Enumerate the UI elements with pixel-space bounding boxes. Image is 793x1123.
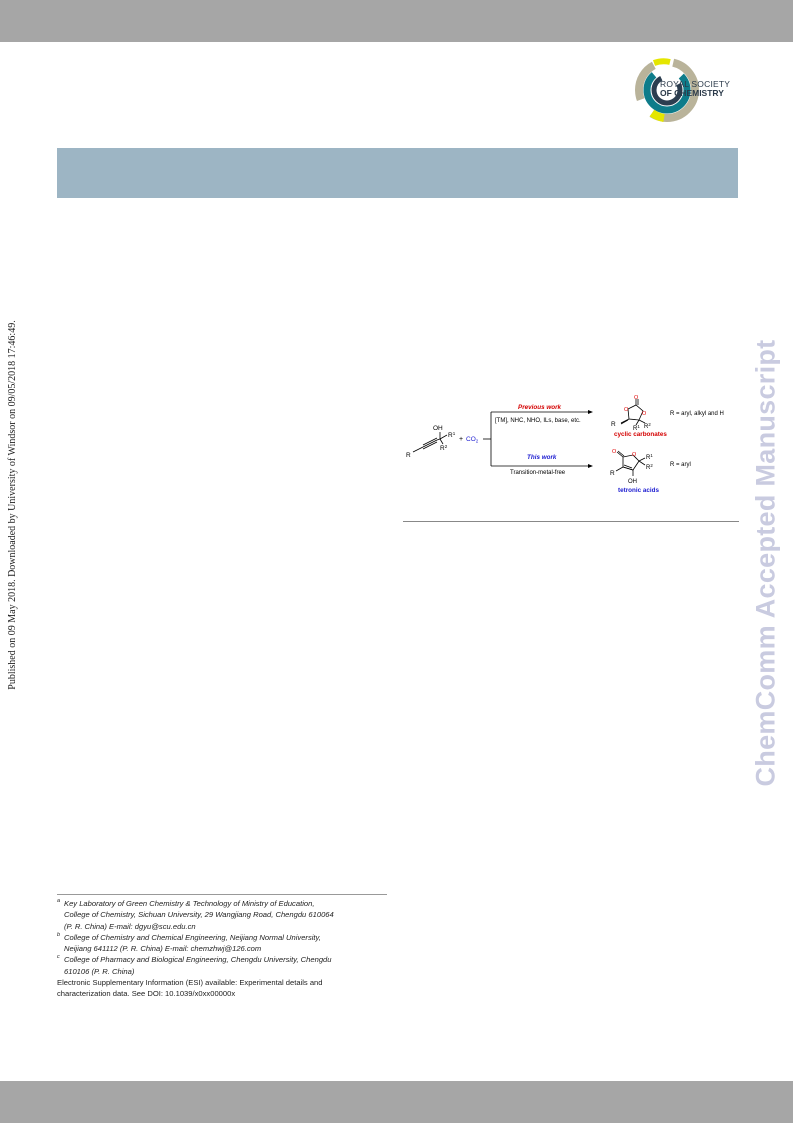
tetronic-carbonyl-o: O <box>612 449 617 455</box>
footnote-b <box>57 932 392 955</box>
tetronic-r2: R <box>646 465 651 471</box>
reactant-oh: OH <box>433 425 443 432</box>
carbonate-carbonyl-o: O <box>634 395 639 401</box>
carbonate-ring-o2: O <box>642 411 647 417</box>
arrow-head-bottom <box>588 464 593 468</box>
rsc-logo <box>632 55 742 125</box>
svg-text:R1 <box>646 453 653 461</box>
footnote-line: College of Chemistry and Chemical Engineering, Neijiang Normal University, <box>64 932 321 942</box>
footnote-marker: b <box>57 931 61 938</box>
footnotes <box>57 898 392 1000</box>
reaction-scheme <box>403 395 743 500</box>
footnote-line: College of Chemistry, Sichuan University, 29 Wangjiang Road, Chengdu 610064 <box>64 910 334 920</box>
footnote-line: Key Laboratory of Green Chemistry & Technology of Ministry of Education, <box>64 899 315 908</box>
esi-note <box>57 977 392 1000</box>
svg-text:R2 <box>646 463 653 471</box>
bottom-bar <box>0 1081 793 1123</box>
footnote-a <box>57 898 392 932</box>
tetronic-r1-sup: 1 <box>650 453 653 458</box>
svg-text:R2 <box>440 444 448 452</box>
footnote-line: College of Pharmacy and Biological Engineering, Chengdu University, Chengdu <box>64 955 332 965</box>
carbonate-r: R <box>611 421 616 428</box>
product2-scope: R = aryl <box>670 462 691 468</box>
carbonate-r1: R <box>633 426 638 432</box>
top-bar <box>0 0 793 42</box>
logo-line2: OF CHEMISTRY <box>660 87 724 98</box>
footnote-marker: c <box>57 954 60 961</box>
reactant-r2-sup: 2 <box>444 444 448 449</box>
arrow-head-top <box>588 410 593 414</box>
svg-text:CO2 <box>466 436 479 444</box>
tetronic-acid-structure <box>616 451 645 476</box>
tetronic-ring-o: O <box>632 452 637 458</box>
product1-name: cyclic carbonates <box>614 431 667 438</box>
reactant-r1-sup: 1 <box>452 431 456 436</box>
footnote-line: (P. R. China) E-mail: dgyu@scu.edu.cn <box>64 921 196 931</box>
reactant-r: R <box>406 452 411 459</box>
co2-subscript: 2 <box>475 438 479 444</box>
product2-name: tetronic acids <box>618 487 659 494</box>
logo-line1: ROYAL SOCIETY <box>660 79 731 89</box>
reactant-r2: R <box>440 445 445 452</box>
tetronic-r1: R <box>646 455 651 461</box>
carbonate-r2: R <box>644 424 649 430</box>
footnote-line: Neijiang 641112 (P. R. China) E-mail: chemzhwj@126.com <box>64 944 262 954</box>
title-band <box>57 148 738 198</box>
scheme-divider <box>403 521 739 522</box>
previous-work-label: Previous work <box>518 404 562 411</box>
carbonate-r1-sup: 1 <box>637 424 640 429</box>
rsc-logo-text <box>660 80 730 98</box>
footnote-c <box>57 954 392 977</box>
footnote-marker: a <box>57 898 61 904</box>
tetronic-oh: OH <box>628 479 637 485</box>
co2-text: CO <box>466 436 476 443</box>
previous-conditions: [TM], NHC, NHO, ILs, base, etc. <box>495 418 581 424</box>
carbonate-ring-o1: O <box>624 407 629 413</box>
this-work-label: This work <box>527 454 557 461</box>
svg-text:R1 <box>448 431 456 439</box>
svg-text:R2 <box>644 422 651 430</box>
esi-line: characterization data. See DOI: 10.1039/x0xx00000x <box>57 989 236 999</box>
product1-scope: R = aryl, alkyl and H <box>670 411 724 417</box>
footnote-line: 610106 (P. R. China) <box>64 966 135 976</box>
reactant-r1: R <box>448 432 453 439</box>
accepted-manuscript-watermark: ChemComm Accepted Manuscript <box>750 339 781 787</box>
tetronic-r: R <box>610 470 615 477</box>
tetronic-r2-sup: 2 <box>650 463 653 468</box>
publication-note: Published on 09 May 2018. Downloaded by University of Windsor on 09/05/2018 17:46:49. <box>7 320 18 690</box>
carbonate-r2-sup: 2 <box>648 422 651 427</box>
plus-sign: + <box>459 436 464 443</box>
this-conditions: Transition-metal-free <box>510 470 566 476</box>
esi-line: Electronic Supplementary Information (ESI) available: Experimental details and <box>57 978 323 988</box>
footnote-divider <box>57 894 387 895</box>
